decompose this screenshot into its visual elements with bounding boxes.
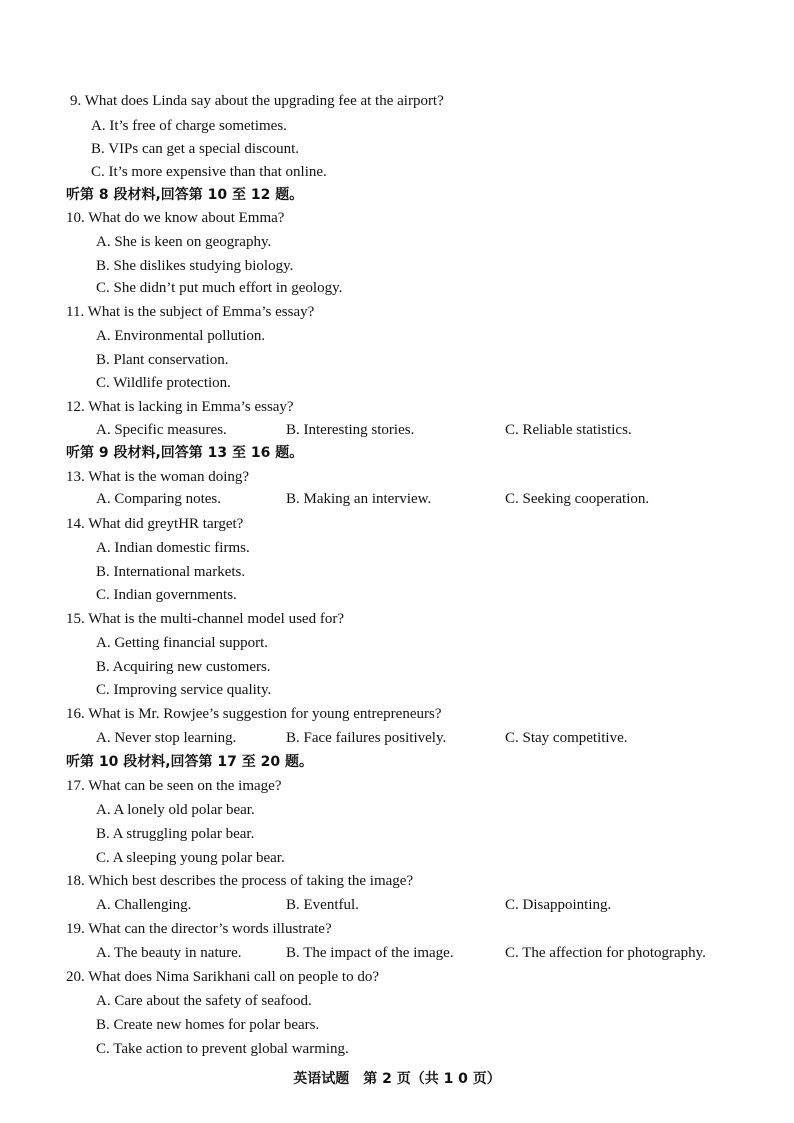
question-20-option-a: A. Care about the safety of seafood. xyxy=(96,993,312,1009)
question-17-stem: 17. What can be seen on the image? xyxy=(66,778,282,794)
question-16-option-b: B. Face failures positively. xyxy=(286,730,447,746)
question-9-option-c: C. It’s more expensive than that online. xyxy=(91,164,327,180)
section-10-instruction: 听第 10 段材料,回答第 17 至 20 题。 xyxy=(66,754,314,770)
question-14-option-a: A. Indian domestic firms. xyxy=(96,540,250,556)
question-17-option-c: C. A sleeping young polar bear. xyxy=(96,850,285,866)
page-footer: 英语试题 第 2 页（共 1 0 页） xyxy=(293,1071,501,1087)
question-14-option-b: B. International markets. xyxy=(96,564,246,580)
question-9-stem: 9. What does Linda say about the upgrading fee at the airport? xyxy=(70,93,444,109)
question-19-option-b: B. The impact of the image. xyxy=(286,945,454,961)
question-16-option-c: C. Stay competitive. xyxy=(505,730,628,746)
question-11-option-b: B. Plant conservation. xyxy=(96,352,229,368)
question-10-option-a: A. She is keen on geography. xyxy=(96,234,272,250)
question-11-option-c: C. Wildlife protection. xyxy=(96,375,231,391)
question-17-option-a: A. A lonely old polar bear. xyxy=(96,802,255,818)
question-18-option-c: C. Disappointing. xyxy=(505,897,612,913)
question-14-option-c: C. Indian governments. xyxy=(96,587,237,603)
question-15-option-b: B. Acquiring new customers. xyxy=(96,659,271,675)
question-12-option-c: C. Reliable statistics. xyxy=(505,422,632,438)
question-13-option-b: B. Making an interview. xyxy=(286,491,432,507)
question-17-option-b: B. A struggling polar bear. xyxy=(96,826,255,842)
question-13-stem: 13. What is the woman doing? xyxy=(66,469,250,485)
question-16-stem: 16. What is Mr. Rowjee’s suggestion for young entrepreneurs? xyxy=(66,706,442,722)
question-19-options xyxy=(96,943,736,963)
question-11-option-a: A. Environmental pollution. xyxy=(96,328,266,344)
question-15-option-a: A. Getting financial support. xyxy=(96,635,269,651)
question-11-stem: 11. What is the subject of Emma’s essay? xyxy=(66,304,315,320)
question-20-option-b: B. Create new homes for polar bears. xyxy=(96,1017,320,1033)
section-8-instruction: 听第 8 段材料,回答第 10 至 12 题。 xyxy=(66,187,304,203)
question-13-option-a: A. Comparing notes. xyxy=(96,491,221,507)
question-14-stem: 14. What did greytHR target? xyxy=(66,516,244,532)
question-18-option-a: A. Challenging. xyxy=(96,897,192,913)
question-19-option-c: C. The affection for photography. xyxy=(505,945,706,961)
question-9-option-a: A. It’s free of charge sometimes. xyxy=(91,118,287,134)
section-9-instruction: 听第 9 段材料,回答第 13 至 16 题。 xyxy=(66,445,304,461)
question-15-stem: 15. What is the multi-channel model used for? xyxy=(66,611,344,627)
question-9-option-b: B. VIPs can get a special discount. xyxy=(91,141,300,157)
question-13-option-c: C. Seeking cooperation. xyxy=(505,491,650,507)
question-20-option-c: C. Take action to prevent global warming. xyxy=(96,1041,349,1057)
question-12-option-b: B. Interesting stories. xyxy=(286,422,415,438)
question-18-stem: 18. Which best describes the process of taking the image? xyxy=(66,873,414,889)
question-19-stem: 19. What can the director’s words illustrate? xyxy=(66,921,332,937)
question-12-options xyxy=(96,420,736,440)
question-18-options xyxy=(96,895,736,915)
question-20-stem: 20. What does Nima Sarikhani call on people to do? xyxy=(66,969,379,985)
question-16-option-a: A. Never stop learning. xyxy=(96,730,237,746)
question-13-options xyxy=(96,489,736,509)
question-12-option-a: A. Specific measures. xyxy=(96,422,227,438)
question-19-option-a: A. The beauty in nature. xyxy=(96,945,242,961)
question-10-option-b: B. She dislikes studying biology. xyxy=(96,258,294,274)
question-10-stem: 10. What do we know about Emma? xyxy=(66,210,285,226)
question-15-option-c: C. Improving service quality. xyxy=(96,682,272,698)
question-18-option-b: B. Eventful. xyxy=(286,897,359,913)
question-12-stem: 12. What is lacking in Emma’s essay? xyxy=(66,399,294,415)
question-10-option-c: C. She didn’t put much effort in geology. xyxy=(96,280,343,296)
question-16-options xyxy=(96,728,736,748)
